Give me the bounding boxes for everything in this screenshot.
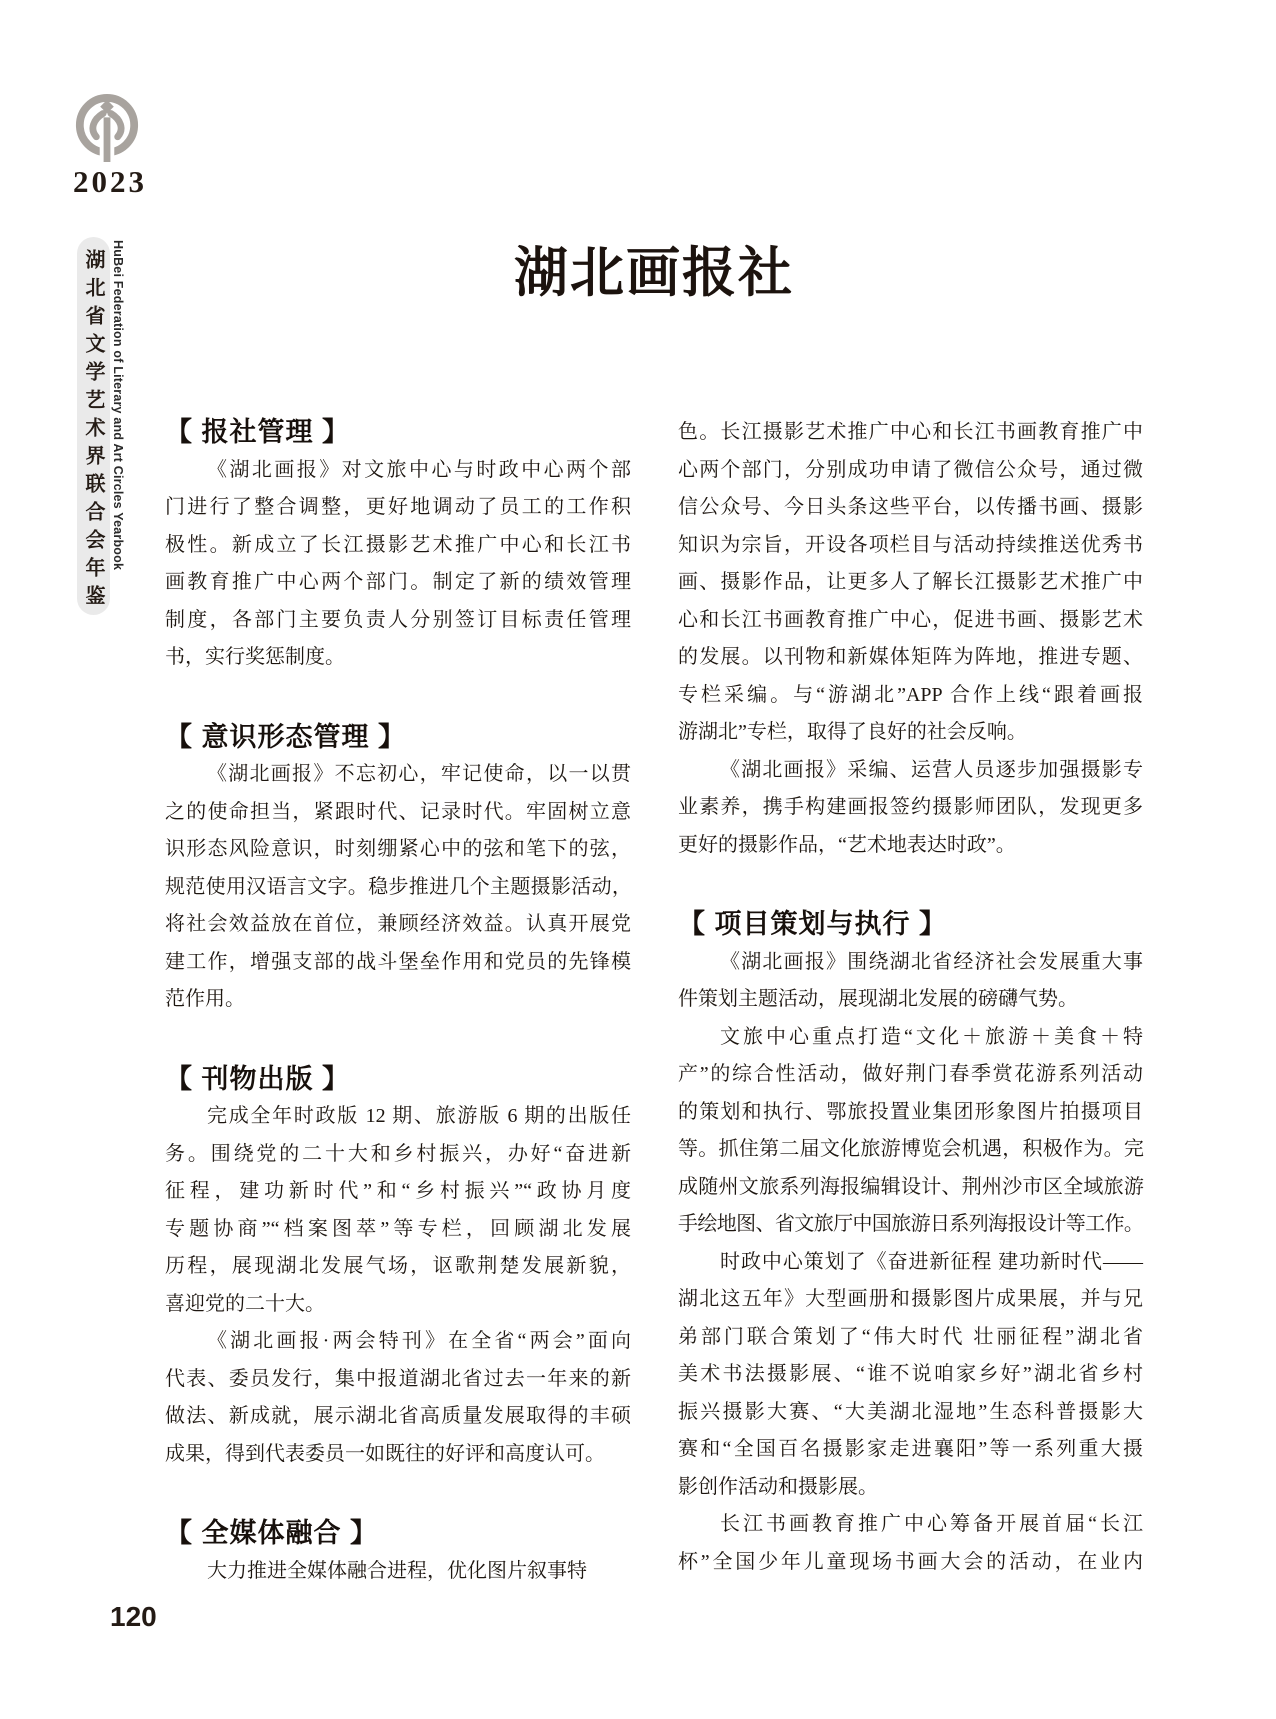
- section-heading: 【 全媒体融合 】: [165, 1518, 379, 1548]
- text-line: 做法、新成就，展示湖北省高质量发展取得的丰硕: [165, 1405, 631, 1427]
- text-line: 专题协商”“档案图萃”等专栏，回顾湖北发展: [165, 1217, 631, 1240]
- text-line: 征程，建功新时代”和“乡村振兴”“政协月度: [165, 1180, 631, 1202]
- text-line: 产”的综合性活动，做好荆门春季赏花游系列活动: [678, 1063, 1143, 1085]
- text-line: 画、摄影作品，让更多人了解长江摄影艺术推广中: [678, 571, 1143, 593]
- text-column-right: [678, 414, 1143, 1581]
- text-line: 极性。新成立了长江摄影艺术推广中心和长江书: [165, 533, 631, 556]
- text-line: 心和长江书画教育推广中心，促进书画、摄影艺术: [678, 608, 1143, 631]
- text-line: 《湖北画报·两会特刊》在全省“两会”面向: [207, 1330, 631, 1352]
- text-line: 影创作活动和摄影展。: [678, 1475, 878, 1498]
- text-line: 业素养，携手构建画报签约摄影师团队，发现更多: [678, 796, 1143, 818]
- text-line: 弟部门联合策划了“伟大时代 壮丽征程”湖北省: [678, 1325, 1143, 1348]
- text-line: 时政中心策划了《奋进新征程 建功新时代——: [720, 1250, 1143, 1273]
- section-heading: 【 意识形态管理 】: [165, 721, 407, 752]
- text-line: 湖北这五年》大型画册和摄影图片成果展，并与兄: [678, 1288, 1143, 1310]
- text-line: 画教育推广中心两个部门。制定了新的绩效管理: [165, 571, 631, 593]
- text-line: 的发展。以刊物和新媒体矩阵为阵地，推进专题、: [678, 646, 1143, 668]
- text-line: 赛和“全国百名摄影家走进襄阳”等一系列重大摄: [678, 1438, 1143, 1460]
- edition-year: 2023: [73, 164, 147, 199]
- text-line: 美术书法摄影展、“谁不说咱家乡好”湖北省乡村: [678, 1363, 1143, 1385]
- page-number: 120: [110, 1601, 157, 1632]
- text-line: 喜迎党的二十大。: [165, 1292, 325, 1315]
- text-line: 振兴摄影大赛、“大美湖北湿地”生态科普摄影大: [678, 1400, 1143, 1423]
- sidebar-capsule: [77, 237, 110, 615]
- text-line: 长江书画教育推广中心筹备开展首届“长江: [720, 1513, 1143, 1535]
- text-line: 游湖北”专栏，取得了良好的社会反响。: [678, 721, 1027, 743]
- text-line: 将社会效益放在首位，兼顾经济效益。认真开展党: [165, 913, 631, 935]
- text-line: 等。抓住第二届文化旅游博览会机遇，积极作为。完: [678, 1138, 1143, 1160]
- text-line: 代表、委员发行，集中报道湖北省过去一年来的新: [165, 1367, 631, 1390]
- text-line: 之的使命担当，紧跟时代、记录时代。牢固树立意: [165, 800, 631, 823]
- text-line: 制度，各部门主要负责人分别签订目标责任管理: [165, 608, 631, 631]
- text-line: 件策划主题活动，展现湖北发展的磅礴气势。: [678, 988, 1078, 1010]
- text-line: 《湖北画报》采编、运营人员逐步加强摄影专: [720, 758, 1143, 781]
- yearbook-title-en-vertical: HuBei Federation of Literary and Art Circles Yearbook: [111, 240, 125, 571]
- text-line: 务。围绕党的二十大和乡村振兴，办好“奋进新: [165, 1142, 631, 1165]
- text-line: 信公众号、今日头条这些平台，以传播书画、摄影: [678, 496, 1143, 518]
- section-heading: 【 项目策划与执行 】: [678, 909, 948, 939]
- text-line: 识形态风险意识，时刻绷紧心中的弦和笔下的弦，: [165, 838, 631, 860]
- federation-logo-icon: [74, 92, 140, 166]
- text-line: 心两个部门，分别成功申请了微信公众号，通过微: [678, 458, 1143, 481]
- text-line: 专栏采编。与“游湖北”APP 合作上线“跟着画报: [678, 683, 1143, 706]
- text-line: 色。长江摄影艺术推广中心和长江书画教育推广中: [678, 421, 1143, 443]
- section-heading: 【 刊物出版 】: [165, 1063, 351, 1094]
- text-line: 的策划和执行、鄂旅投置业集团形象图片拍摄项目: [678, 1100, 1143, 1123]
- text-line: 更好的摄影作品，“艺术地表达时政”。: [678, 833, 1016, 856]
- text-line: 文旅中心重点打造“文化＋旅游＋美食＋特: [720, 1025, 1143, 1048]
- text-line: 完成全年时政版 12 期、旅游版 6 期的出版任: [207, 1105, 631, 1127]
- text-line: 杯”全国少年儿童现场书画大会的活动，在业内: [678, 1550, 1143, 1573]
- text-line: 大力推进全媒体融合进程，优化图片叙事特: [207, 1559, 587, 1582]
- text-line: 《湖北画报》围绕湖北省经济社会发展重大事: [720, 950, 1143, 973]
- text-line: 知识为宗旨，开设各项栏目与活动持续推送优秀书: [678, 533, 1143, 556]
- text-line: 手绘地图、省文旅厅中国旅游日系列海报设计等工作。: [678, 1213, 1143, 1235]
- section-heading: 【 报社管理 】: [165, 417, 351, 447]
- yearbook-title-cn-vertical: 湖北省文学艺术界联合会年鉴: [82, 249, 104, 613]
- text-line: 成随州文旅系列海报编辑设计、荆州沙市区全域旅游: [678, 1175, 1143, 1198]
- text-line: 《湖北画报》不忘初心，牢记使命，以一以贯: [207, 763, 631, 785]
- text-line: 建工作，增强支部的战斗堡垒作用和党员的先锋模: [165, 950, 631, 973]
- article-title: 湖北画报社: [514, 243, 794, 303]
- text-line: 成果，得到代表委员一如既往的好评和高度认可。: [165, 1442, 605, 1465]
- text-line: 范作用。: [165, 988, 245, 1010]
- text-line: 规范使用汉语言文字。稳步推进几个主题摄影活动，: [165, 875, 631, 898]
- text-line: 门进行了整合调整，更好地调动了员工的工作积: [165, 496, 631, 518]
- text-line: 书，实行奖惩制度。: [165, 646, 345, 668]
- text-line: 《湖北画报》对文旅中心与时政中心两个部: [207, 458, 631, 481]
- text-column-left: [165, 414, 631, 1590]
- text-line: 历程，展现湖北发展气场，讴歌荆楚发展新貌，: [165, 1255, 631, 1277]
